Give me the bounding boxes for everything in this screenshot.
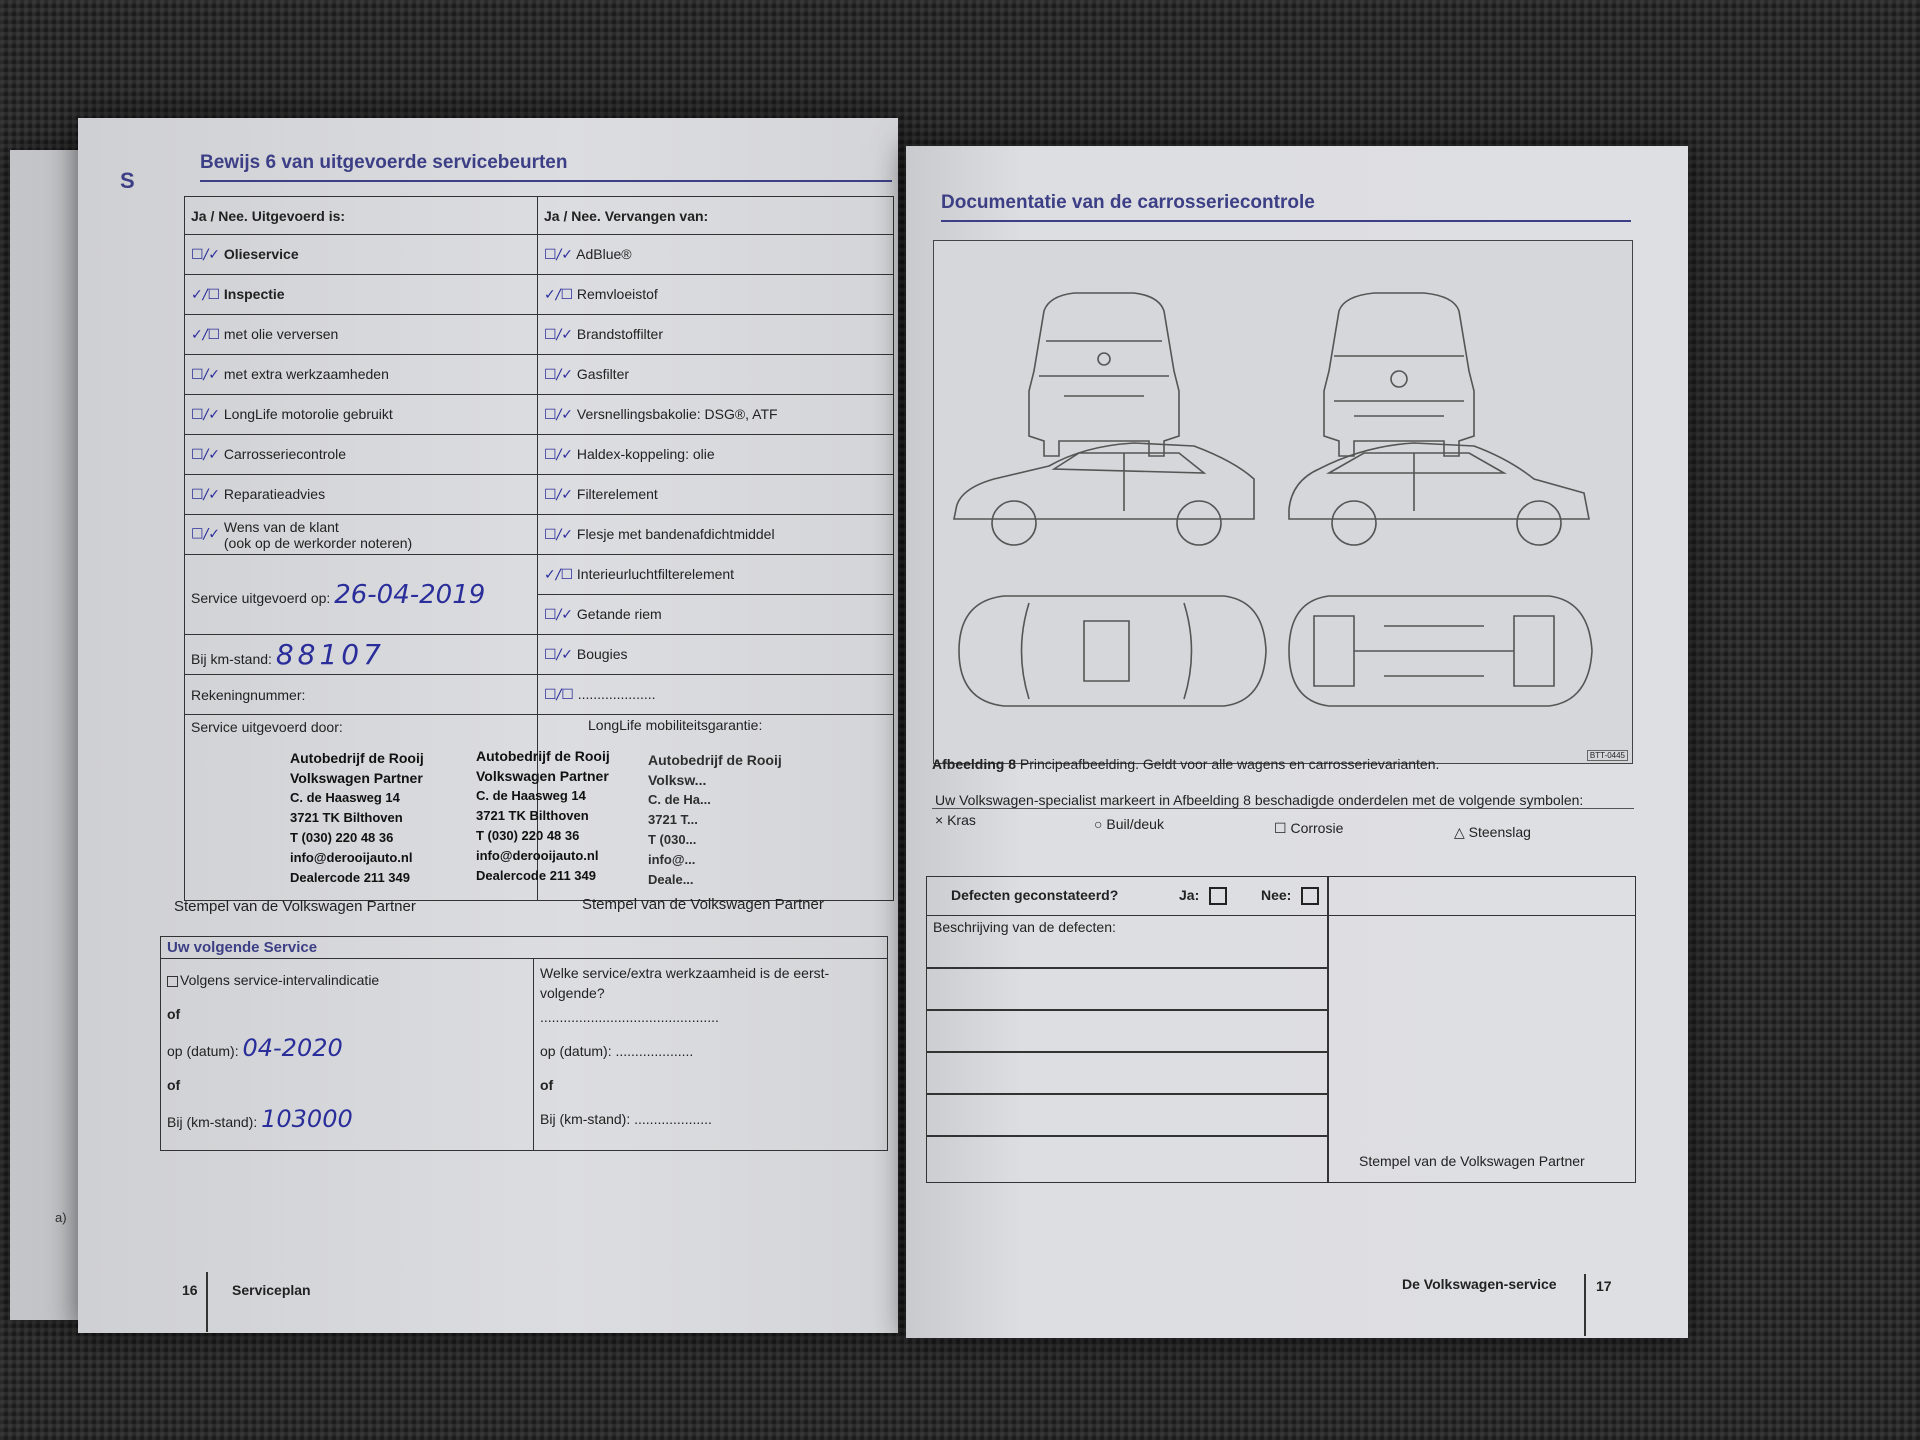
done-label: LongLife motorolie gebruikt (223, 406, 393, 422)
replaced-label: .................... (577, 686, 656, 702)
checkbox-pair[interactable]: ✓/☐ (191, 327, 220, 343)
stamp-dealer: Dealercode 211 349 (290, 870, 410, 885)
figure-tag: BTT-0445 (1587, 750, 1628, 761)
invoice-cell (185, 675, 538, 715)
next-service-right (534, 959, 888, 1151)
stamp-name: Autobedrijf de Rooij (648, 752, 782, 768)
dealer-stamp (290, 748, 424, 888)
car-top-detail (1022, 603, 1192, 699)
or-label: of (540, 1077, 554, 1093)
done-label: Inspectie (223, 286, 285, 302)
defects-no-label: Nee: (1261, 887, 1292, 903)
checkbox-pair[interactable]: ☐/✓ (191, 407, 220, 423)
replaced-label: Gasfilter (576, 366, 630, 382)
car-wheel (1177, 501, 1221, 545)
defects-yes-label: Ja: (1179, 887, 1200, 903)
replaced-row (538, 475, 894, 515)
next-date-line[interactable]: .................... (615, 1043, 694, 1059)
legend-label: Steenslag (1468, 824, 1531, 840)
done-label: met olie verversen (223, 326, 339, 342)
stamp-caption: Stempel van de Volkswagen Partner (174, 898, 416, 915)
next-km-label: Bij (km-stand): (167, 1114, 258, 1130)
replaced-label: Getande riem (576, 606, 662, 622)
stamp-street: C. de Haasweg 14 (290, 790, 400, 805)
stamp-dealer: Dealercode 211 349 (476, 868, 596, 883)
replaced-label: Bougies (576, 646, 628, 662)
stamp-caption: Stempel van de Volkswagen Partner (1359, 1153, 1585, 1169)
km-label: Bij km-stand: (191, 651, 272, 667)
stamp-partner: Volkswagen Partner (476, 768, 609, 784)
replaced-column-header: Ja / Nee. Vervangen van: (538, 197, 894, 235)
checkbox-pair[interactable]: ✓/☐ (544, 287, 573, 303)
done-label: met extra werkzaamheden (223, 366, 389, 382)
page-title: Bewijs 6 van uitgevoerde servicebeurten (200, 152, 568, 173)
replaced-label: Haldex-koppeling: olie (576, 446, 715, 462)
done-label: Olieservice (223, 246, 299, 262)
checkbox-pair[interactable]: ✓/☐ (544, 567, 573, 583)
car-front-badge (1391, 371, 1407, 387)
defects-no-checkbox[interactable] (1301, 887, 1319, 905)
done-label: Carrosseriecontrole (223, 446, 347, 462)
defects-divider (1327, 877, 1329, 1182)
next-service-title: Uw volgende Service (161, 937, 888, 959)
car-front-view (1324, 293, 1474, 456)
description-line[interactable] (927, 967, 1327, 969)
stone-chip-symbol-icon: △ (1454, 824, 1465, 840)
replaced-row (538, 275, 894, 315)
car-top-view (959, 596, 1266, 706)
stamp-phone: T (030) 220 48 36 (290, 830, 394, 845)
stamp-name: Autobedrijf de Rooij (290, 750, 424, 766)
car-wheel (1332, 501, 1376, 545)
edge-letter: S (120, 168, 135, 193)
page-number: 17 (1596, 1278, 1612, 1294)
description-line[interactable] (927, 1009, 1327, 1011)
interval-label: Volgens service-intervalindicatie (180, 972, 380, 988)
done-row (185, 515, 538, 555)
replaced-label: Interieurluchtfilterelement (576, 566, 735, 582)
checkbox-pair[interactable]: ☐/✓ (191, 367, 220, 383)
replaced-row (538, 395, 894, 435)
figure-caption-text: Principeafbeelding. Geldt voor alle wagens en carrosserievarianten. (1019, 756, 1440, 772)
checkbox-pair[interactable]: ☐/✓ (191, 247, 220, 263)
car-rear-badge (1098, 353, 1110, 365)
instruction-rule (932, 808, 1634, 809)
legend-item (1454, 824, 1531, 841)
checkbox-pair[interactable]: ☐/✓ (544, 367, 573, 383)
replaced-row (538, 595, 894, 635)
done-row (185, 395, 538, 435)
car-diagram (933, 240, 1633, 764)
footer-divider (206, 1272, 208, 1332)
stamp-street: C. de Ha... (648, 792, 711, 807)
car-underbody-detail (1314, 616, 1554, 686)
footer-divider (1584, 1274, 1586, 1336)
legend-label: Kras (947, 812, 976, 828)
mobility-label: LongLife mobiliteitsgarantie: (588, 717, 763, 733)
interval-checkbox[interactable] (167, 976, 178, 987)
checkbox-pair[interactable]: ☐/☐ (544, 687, 574, 703)
checkbox-pair[interactable]: ☐/✓ (544, 607, 573, 623)
checkbox-pair[interactable]: ☐/✓ (544, 647, 573, 663)
page-title: Documentatie van de carrosseriecontrole (941, 192, 1315, 213)
replaced-row (538, 235, 894, 275)
done-label: Reparatieadvies (223, 486, 326, 502)
replaced-label: Remvloeistof (576, 286, 658, 302)
checkbox-pair[interactable]: ☐/✓ (191, 526, 220, 543)
replaced-row (538, 635, 894, 675)
description-line[interactable] (927, 1051, 1327, 1053)
stamp-email: info@derooijauto.nl (476, 848, 599, 863)
stamp-email: info@... (648, 852, 696, 867)
service-date-cell (185, 555, 538, 635)
next-service-question: Welke service/extra werkzaamheid is de eerst-volgende? (540, 965, 830, 1001)
footer-label: Serviceplan (232, 1282, 311, 1298)
car-side-view-right (1289, 443, 1589, 519)
done-label-note: (ook op de werkorder noteren) (223, 534, 413, 551)
stamp-phone: T (030) 220 48 36 (476, 828, 580, 843)
next-service-table (160, 936, 888, 1151)
description-label: Beschrijving van de defecten: (933, 919, 1116, 935)
stamp-phone: T (030... (648, 832, 697, 847)
or-label: of (167, 1006, 181, 1022)
km-cell (185, 635, 538, 675)
car-rear-view (1029, 293, 1179, 456)
corrosion-symbol-icon: ☐ (1274, 820, 1287, 836)
invoice-label: Rekeningnummer: (191, 686, 306, 703)
performed-by-label: Service uitgevoerd door: (191, 719, 343, 735)
checkbox-pair[interactable]: ✓/☐ (191, 287, 220, 303)
legend-label: Corrosie (1290, 820, 1344, 836)
stamp-name: Autobedrijf de Rooij (476, 748, 610, 764)
defects-yes-checkbox[interactable] (1209, 887, 1227, 905)
stamp-dealer: Deale... (648, 872, 694, 887)
done-row (185, 475, 538, 515)
replaced-row (538, 515, 894, 555)
stamp-email: info@derooijauto.nl (290, 850, 413, 865)
checkbox-pair[interactable]: ☐/✓ (544, 327, 573, 343)
next-km-label: Bij (km-stand): (540, 1111, 631, 1127)
under-page-stub: a) (55, 1210, 67, 1225)
service-date-label: Service uitgevoerd op: (191, 589, 331, 606)
page-number: 16 (182, 1282, 198, 1298)
description-line[interactable] (927, 1135, 1327, 1137)
car-outlines-svg (934, 241, 1632, 763)
next-date-label: op (datum): (167, 1043, 239, 1059)
dealer-stamp-faded (648, 750, 782, 890)
replaced-row (538, 555, 894, 595)
legend-label: Buil/deuk (1106, 816, 1164, 832)
stamp-city: 3721 TK Bilthoven (290, 810, 403, 825)
done-row (185, 275, 538, 315)
next-date-value[interactable]: 04-2020 (242, 1034, 343, 1062)
car-rear-detail (1039, 341, 1169, 396)
stamp-city: 3721 T... (648, 812, 698, 827)
legend-item (935, 812, 976, 828)
replaced-row (538, 435, 894, 475)
replaced-label: Versnellingsbakolie: DSG®, ATF (576, 406, 778, 422)
defects-header (927, 877, 1635, 916)
figure-caption (932, 756, 1439, 772)
question-answer-line[interactable]: .............................................. (540, 1009, 719, 1025)
km-value[interactable]: 88107 (275, 638, 385, 671)
dent-symbol-icon: ○ (1094, 816, 1103, 832)
next-date-label: op (datum): (540, 1043, 612, 1059)
checkbox-pair[interactable]: ☐/✓ (191, 447, 220, 463)
replaced-row (538, 675, 894, 715)
checkbox-pair[interactable]: ☐/✓ (191, 487, 220, 503)
checkbox-pair[interactable]: ☐/✓ (544, 527, 573, 543)
defects-table (926, 876, 1636, 1183)
stamp-street: C. de Haasweg 14 (476, 788, 586, 803)
car-wheel (1517, 501, 1561, 545)
defects-question: Defecten geconstateerd? (951, 887, 1119, 903)
title-rule (200, 180, 892, 182)
stamp-caption: Stempel van de Volkswagen Partner (582, 896, 824, 913)
done-row (185, 435, 538, 475)
next-km-value[interactable]: 103000 (261, 1105, 353, 1133)
car-side-windows (1329, 453, 1504, 511)
replaced-row (538, 315, 894, 355)
footer-label: De Volkswagen-service (1402, 1276, 1557, 1292)
figure-caption-label: Afbeelding 8 (932, 756, 1017, 772)
replaced-label: Flesje met bandenafdichtmiddel (576, 526, 775, 542)
legend-item (1274, 820, 1343, 837)
car-side-windows (1054, 453, 1204, 511)
scratch-symbol-icon: × (935, 812, 944, 828)
checkbox-pair[interactable]: ☐/✓ (544, 447, 573, 463)
service-date-value[interactable]: 26-04-2019 (334, 579, 486, 610)
legend-item (1094, 816, 1164, 832)
replaced-label: Brandstoffilter (576, 326, 664, 342)
description-line[interactable] (927, 1093, 1327, 1095)
title-rule (941, 220, 1631, 222)
next-km-line[interactable]: .................... (634, 1111, 712, 1127)
stamp-partner: Volkswagen Partner (290, 770, 423, 786)
replaced-label: Filterelement (576, 486, 658, 502)
next-service-left (161, 959, 534, 1151)
or-label: of (167, 1077, 181, 1093)
replaced-label: AdBlue® (576, 246, 632, 262)
done-label: Wens van de klant (223, 518, 339, 535)
done-column-header: Ja / Nee. Uitgevoerd is: (185, 197, 538, 235)
symbol-instruction: Uw Volkswagen-specialist markeert in Afbeelding 8 beschadigde onderdelen met de volgende symbolen: (935, 792, 1584, 808)
done-row (185, 235, 538, 275)
checkbox-pair[interactable]: ☐/✓ (544, 487, 573, 503)
done-row (185, 315, 538, 355)
checkbox-pair[interactable]: ☐/✓ (544, 247, 573, 263)
stamp-partner: Volksw... (648, 772, 707, 788)
dealer-stamp (476, 746, 610, 886)
car-wheel (992, 501, 1036, 545)
stamp-city: 3721 TK Bilthoven (476, 808, 589, 823)
replaced-row (538, 355, 894, 395)
car-front-detail (1334, 356, 1464, 416)
checkbox-pair[interactable]: ☐/✓ (544, 407, 573, 423)
done-row (185, 355, 538, 395)
